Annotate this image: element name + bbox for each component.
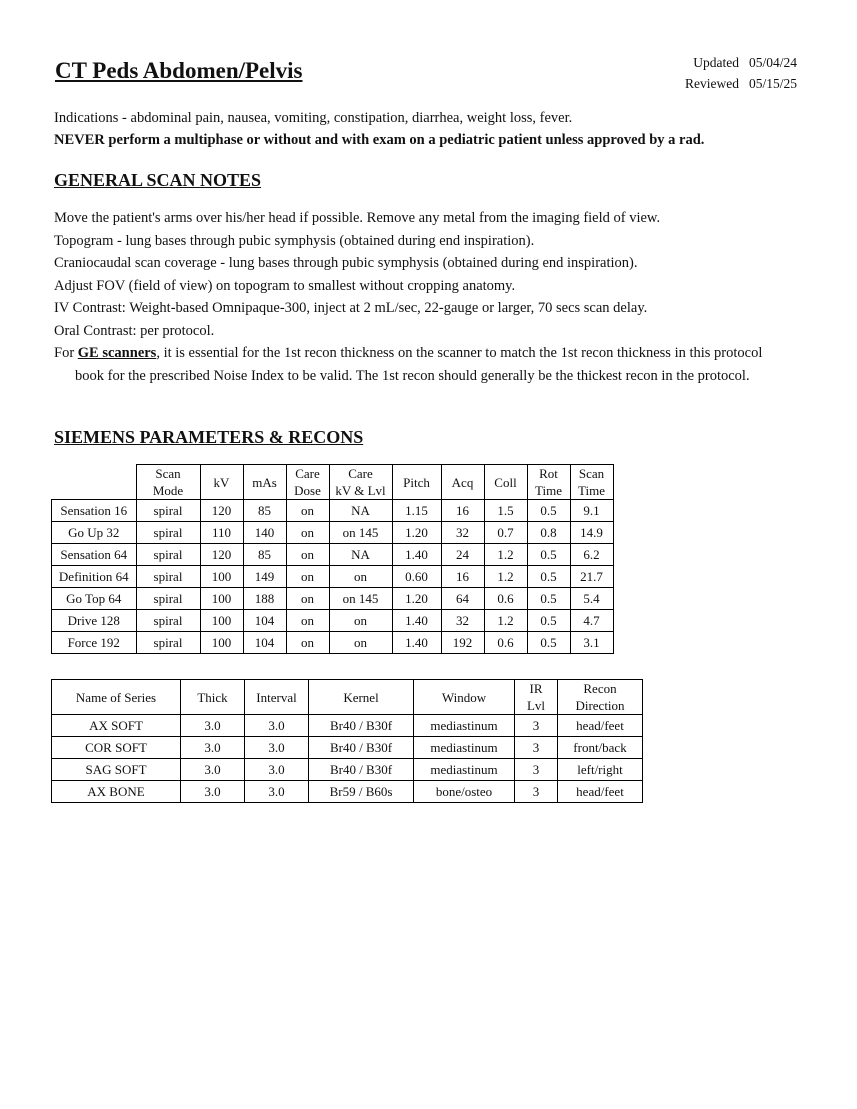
table-cell: spiral bbox=[136, 610, 200, 632]
table-cell: Force 192 bbox=[52, 632, 137, 654]
table-cell: 3.0 bbox=[181, 715, 245, 737]
column-header bbox=[570, 465, 613, 500]
table-row bbox=[52, 737, 643, 759]
column-header-line: Direction bbox=[575, 698, 625, 713]
column-header-line: Thick bbox=[197, 689, 228, 705]
table-cell: spiral bbox=[136, 566, 200, 588]
column-header-line: Rot bbox=[539, 466, 558, 481]
column-header-line: Mode bbox=[152, 483, 184, 498]
table-row bbox=[52, 522, 614, 544]
table-cell: Drive 128 bbox=[52, 610, 137, 632]
column-header bbox=[441, 465, 484, 500]
table-cell: 6.2 bbox=[570, 544, 613, 566]
table-cell: mediastinum bbox=[414, 737, 515, 759]
note-line: Oral Contrast: per protocol. bbox=[54, 322, 215, 339]
table-cell: 3.1 bbox=[570, 632, 613, 654]
table-cell: spiral bbox=[136, 588, 200, 610]
table-cell: 3 bbox=[515, 759, 558, 781]
table-cell: 16 bbox=[441, 500, 484, 522]
table-cell: 3.0 bbox=[181, 781, 245, 803]
table-cell: 1.40 bbox=[392, 544, 441, 566]
siemens-parameters-table bbox=[51, 464, 614, 654]
column-header-line: Name of Series bbox=[75, 689, 157, 705]
table-cell: 1.20 bbox=[392, 522, 441, 544]
table-row bbox=[52, 632, 614, 654]
table-cell: bone/osteo bbox=[414, 781, 515, 803]
table-cell: 0.60 bbox=[392, 566, 441, 588]
table-cell: Br40 / B30f bbox=[309, 759, 414, 781]
table-row bbox=[52, 715, 643, 737]
ge-prefix: For bbox=[54, 345, 78, 361]
table-cell: 0.5 bbox=[527, 500, 570, 522]
table-cell: 9.1 bbox=[570, 500, 613, 522]
column-header bbox=[181, 680, 245, 715]
column-header-line: Dose bbox=[294, 483, 321, 498]
reviewed-label: Reviewed bbox=[685, 76, 739, 91]
column-header bbox=[515, 680, 558, 715]
column-header-line: IR bbox=[529, 681, 543, 696]
table-cell: 24 bbox=[441, 544, 484, 566]
table-cell: 4.7 bbox=[570, 610, 613, 632]
table-cell: Definition 64 bbox=[52, 566, 137, 588]
column-header bbox=[414, 680, 515, 715]
ge-text: , it is essential for the 1st recon thickness on the scanner to match the 1st recon thickness in this protocol book for the prescribed Noise Index to be valid. The 1st recon should generally be the thickest recon in the protocol. bbox=[75, 345, 763, 384]
table-row bbox=[52, 566, 614, 588]
table-cell: on bbox=[286, 610, 329, 632]
column-header-line: Window bbox=[441, 689, 487, 705]
table-cell: Br40 / B30f bbox=[309, 737, 414, 759]
indications-text: Indications - abdominal pain, nausea, vomiting, constipation, diarrhea, weight loss, fever. bbox=[54, 110, 573, 126]
table-cell: 100 bbox=[200, 588, 243, 610]
table-cell: 1.5 bbox=[484, 500, 527, 522]
table-cell: head/feet bbox=[558, 781, 643, 803]
table-cell: 0.6 bbox=[484, 632, 527, 654]
table-cell: 120 bbox=[200, 500, 243, 522]
table-cell: 104 bbox=[243, 610, 286, 632]
table-cell: on bbox=[329, 566, 392, 588]
table-cell: on bbox=[286, 566, 329, 588]
table-cell: 16 bbox=[441, 566, 484, 588]
table-cell: 0.7 bbox=[484, 522, 527, 544]
table-cell: spiral bbox=[136, 522, 200, 544]
column-header-line: Coll bbox=[494, 474, 517, 490]
column-header-line: Time bbox=[578, 483, 605, 498]
page-title: CT Peds Abdomen/Pelvis bbox=[55, 58, 303, 83]
table-cell: 104 bbox=[243, 632, 286, 654]
column-header bbox=[243, 465, 286, 500]
table-cell: on bbox=[286, 500, 329, 522]
table-cell: 1.2 bbox=[484, 544, 527, 566]
updated-date: 05/04/24 bbox=[748, 55, 797, 70]
table-cell: 100 bbox=[200, 632, 243, 654]
table-row bbox=[52, 610, 614, 632]
column-header-line: kV & Lvl bbox=[335, 483, 386, 498]
table-cell: Go Top 64 bbox=[52, 588, 137, 610]
column-header-line: Scan bbox=[578, 466, 605, 481]
table-cell: on bbox=[286, 522, 329, 544]
warning-text: NEVER perform a multiphase or without and with exam on a pediatric patient unless approved by a rad. bbox=[54, 132, 705, 148]
table-cell: 3 bbox=[515, 715, 558, 737]
table-cell: on bbox=[286, 632, 329, 654]
table-cell: 64 bbox=[441, 588, 484, 610]
table-cell: 1.2 bbox=[484, 610, 527, 632]
table-cell: 1.40 bbox=[392, 632, 441, 654]
table-cell: spiral bbox=[136, 544, 200, 566]
column-header-line: kV bbox=[213, 474, 230, 490]
revision-dates bbox=[685, 52, 797, 94]
table-cell: 32 bbox=[441, 610, 484, 632]
table-cell: 3.0 bbox=[245, 781, 309, 803]
table-cell: AX SOFT bbox=[52, 715, 181, 737]
column-header bbox=[136, 465, 200, 500]
column-header-line: Pitch bbox=[403, 474, 430, 490]
general-notes bbox=[54, 207, 784, 387]
table-cell: 3.0 bbox=[181, 759, 245, 781]
column-header-line: Acq bbox=[451, 474, 474, 490]
table-cell: 85 bbox=[243, 544, 286, 566]
table-cell: 100 bbox=[200, 566, 243, 588]
table-cell: AX BONE bbox=[52, 781, 181, 803]
table-cell: on bbox=[286, 544, 329, 566]
column-header-line: Lvl bbox=[526, 698, 546, 713]
column-header-line: Interval bbox=[256, 689, 297, 705]
blank-header-cell bbox=[52, 465, 137, 500]
table-cell: 110 bbox=[200, 522, 243, 544]
table-cell: 0.5 bbox=[527, 632, 570, 654]
table-cell: 1.40 bbox=[392, 610, 441, 632]
note-line: Move the patient's arms over his/her head if possible. Remove any metal from the imaging field of view. bbox=[54, 210, 661, 226]
table-cell: 0.5 bbox=[527, 544, 570, 566]
table-cell: on 145 bbox=[329, 522, 392, 544]
table-cell: Sensation 64 bbox=[52, 544, 137, 566]
table-cell: 0.8 bbox=[527, 522, 570, 544]
table-cell: NA bbox=[329, 500, 392, 522]
table-row bbox=[52, 781, 643, 803]
table-cell: Go Up 32 bbox=[52, 522, 137, 544]
table-cell: 32 bbox=[441, 522, 484, 544]
table-cell: left/right bbox=[558, 759, 643, 781]
column-header-line: Kernel bbox=[343, 689, 379, 705]
column-header bbox=[484, 465, 527, 500]
table-cell: 140 bbox=[243, 522, 286, 544]
table-cell: head/feet bbox=[558, 715, 643, 737]
table-cell: Br40 / B30f bbox=[309, 715, 414, 737]
table-cell: mediastinum bbox=[414, 759, 515, 781]
table-cell: 3.0 bbox=[245, 715, 309, 737]
column-header bbox=[200, 465, 243, 500]
table-cell: on bbox=[329, 632, 392, 654]
ge-scanners-link[interactable]: GE scanners bbox=[77, 345, 157, 361]
column-header-line: mAs bbox=[252, 474, 277, 490]
table-cell: 3.0 bbox=[181, 737, 245, 759]
table-cell: 3.0 bbox=[245, 737, 309, 759]
table-cell: front/back bbox=[558, 737, 643, 759]
column-header bbox=[245, 680, 309, 715]
table-cell: 85 bbox=[243, 500, 286, 522]
table-row bbox=[52, 544, 614, 566]
table-cell: 0.5 bbox=[527, 610, 570, 632]
table-cell: 1.20 bbox=[392, 588, 441, 610]
table-cell: 149 bbox=[243, 566, 286, 588]
table-cell: 1.15 bbox=[392, 500, 441, 522]
table-cell: 21.7 bbox=[570, 566, 613, 588]
column-header-line: Time bbox=[535, 483, 562, 498]
table-cell: on bbox=[286, 588, 329, 610]
table-cell: Br59 / B60s bbox=[309, 781, 414, 803]
column-header-line: Care bbox=[295, 466, 320, 481]
table-cell: spiral bbox=[136, 500, 200, 522]
table-cell: 188 bbox=[243, 588, 286, 610]
note-line: Adjust FOV (field of view) on topogram to smallest without cropping anatomy. bbox=[54, 277, 516, 294]
table-row bbox=[52, 759, 643, 781]
table-cell: Sensation 16 bbox=[52, 500, 137, 522]
table-row bbox=[52, 588, 614, 610]
table-row bbox=[52, 500, 614, 522]
column-header bbox=[329, 465, 392, 500]
table-cell: 3 bbox=[515, 737, 558, 759]
updated-label: Updated bbox=[693, 55, 739, 70]
table-cell: 0.6 bbox=[484, 588, 527, 610]
column-header bbox=[52, 680, 181, 715]
reviewed-date: 05/15/25 bbox=[748, 76, 797, 91]
column-header-line: Scan bbox=[155, 466, 181, 481]
table-cell: 0.5 bbox=[527, 566, 570, 588]
siemens-heading: SIEMENS PARAMETERS & RECONS bbox=[54, 427, 364, 447]
general-notes-heading: GENERAL SCAN NOTES bbox=[54, 170, 262, 190]
note-line: Topogram - lung bases through pubic symphysis (obtained during end inspiration). bbox=[54, 232, 535, 249]
table-cell: on 145 bbox=[329, 588, 392, 610]
table-cell: 5.4 bbox=[570, 588, 613, 610]
note-line: Craniocaudal scan coverage - lung bases through pubic symphysis (obtained during end inspiration). bbox=[54, 255, 638, 271]
table-cell: on bbox=[329, 610, 392, 632]
recon-table bbox=[51, 679, 643, 803]
table-cell: spiral bbox=[136, 632, 200, 654]
column-header bbox=[309, 680, 414, 715]
note-line: IV Contrast: Weight-based Omnipaque-300, inject at 2 mL/sec, 22-gauge or larger, 70 secs scan delay. bbox=[54, 300, 648, 316]
ge-note bbox=[54, 342, 784, 387]
table-cell: 1.2 bbox=[484, 566, 527, 588]
column-header bbox=[527, 465, 570, 500]
column-header bbox=[286, 465, 329, 500]
column-header-line: Recon bbox=[583, 681, 617, 696]
table-cell: mediastinum bbox=[414, 715, 515, 737]
column-header bbox=[392, 465, 441, 500]
column-header bbox=[558, 680, 643, 715]
column-header-line: Care bbox=[348, 466, 373, 481]
table-cell: 0.5 bbox=[527, 588, 570, 610]
table-cell: 100 bbox=[200, 610, 243, 632]
table-cell: 3 bbox=[515, 781, 558, 803]
table-cell: NA bbox=[329, 544, 392, 566]
table-cell: 3.0 bbox=[245, 759, 309, 781]
table-cell: COR SOFT bbox=[52, 737, 181, 759]
table-cell: SAG SOFT bbox=[52, 759, 181, 781]
table-cell: 120 bbox=[200, 544, 243, 566]
table-cell: 192 bbox=[441, 632, 484, 654]
table-cell: 14.9 bbox=[570, 522, 613, 544]
